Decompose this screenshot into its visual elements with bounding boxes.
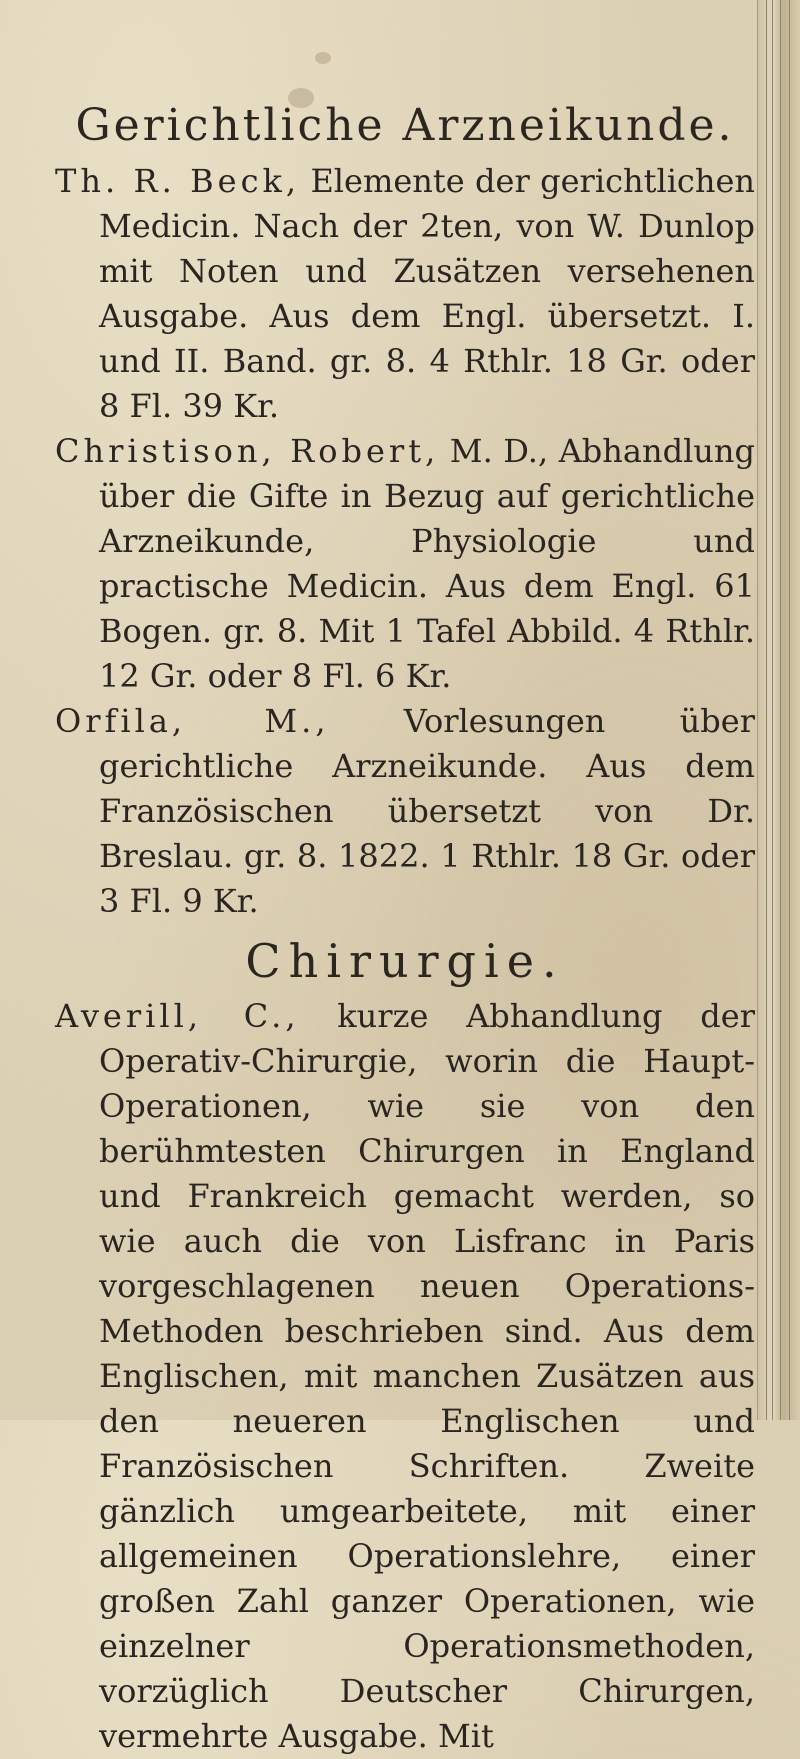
entry-author: Th. R. Beck, [55, 162, 301, 200]
page-edge [757, 0, 800, 1420]
edge-line [766, 0, 767, 1420]
entry-text: kurze Abhandlung der Operativ-Chirurgie, worin die Haupt-Operationen, wie sie von den berühmtesten Chirurgen in England und Frankreich gemacht werden, so wie auch die von Lisfranc in Paris vorgeschlagenen neuen Operations-Methoden beschrieben sind. Aus dem Englischen, mit manchen Zusätzen aus den neueren Englischen und Französischen Schriften. Zweite gänzlich umgearbeitete, mit einer allgemeinen Operationslehre, einer großen Zahl ganzer Operationen, wie einzelner Operationsmethoden, vorzüglich Deutscher Chirurgen, vermehrte Ausgabe. Mit [99, 997, 755, 1755]
entry-text: Elemente der gerichtlichen Medicin. Nach der 2ten, von W. Dunlop mit Noten und Zusätzen versehenen Ausgabe. Aus dem Engl. übersetzt. I. und II. Band. gr. 8. 4 Rthlr. 18 Gr. oder 8 Fl. 39 Kr. [99, 162, 756, 425]
edge-line [780, 0, 781, 1420]
book-entry-christison [55, 429, 755, 699]
entry-author: Christison, Robert, [55, 432, 440, 470]
ink-spot [315, 52, 331, 64]
entry-text: Vorlesungen über gerichtliche Arzneikunde. Aus dem Französischen übersetzt von Dr. Breslau. gr. 8. 1822. 1 Rthlr. 18 Gr. oder 3 Fl. 9 Kr. [99, 702, 755, 920]
book-entry-orfila [55, 699, 755, 924]
entry-author: Averill, C., [55, 997, 300, 1035]
entry-text: M. D., Abhandlung über die Gifte in Bezug auf gerichtliche Arzneikunde, Physiologie und practische Medicin. Aus dem Engl. 61 Bogen. gr. 8. Mit 1 Tafel Abbild. 4 Rthlr. 12 Gr. oder 8 Fl. 6 Kr. [99, 432, 756, 695]
book-entry-beck [55, 159, 755, 429]
edge-line [789, 0, 790, 1420]
edge-line [772, 0, 773, 1420]
book-entry-averill [55, 994, 755, 1759]
entry-author: Orfila, M., [55, 702, 330, 740]
section-heading-medicine: Gerichtliche Arzneikunde. [75, 100, 735, 151]
page-body [55, 78, 755, 1759]
section-heading-surgery: Chirurgie. [245, 934, 565, 988]
